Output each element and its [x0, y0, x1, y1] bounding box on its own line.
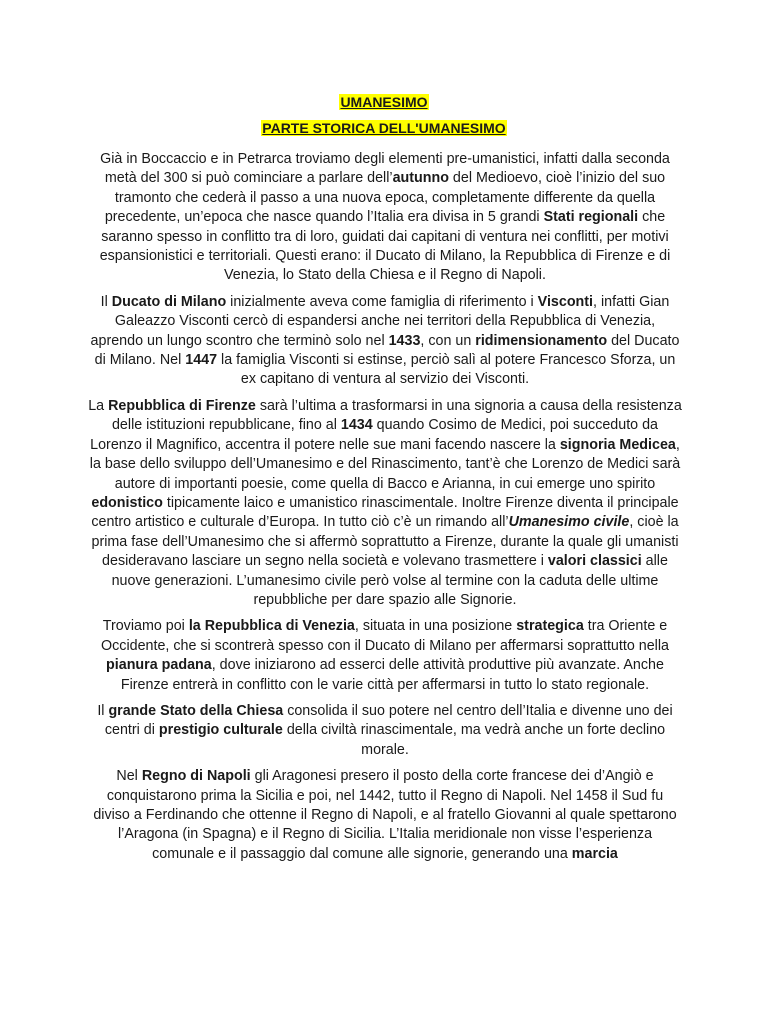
paragraph-text: , con un	[420, 332, 476, 349]
emphasis-text: strategica	[516, 618, 584, 635]
paragraph-text: , infatti Gian Galeazzo Visconti cercò di espandersi anche nei territori della Repubblica di Venezia, aprendo un lungo scontro che terminò solo nel	[90, 293, 670, 349]
paragraph	[88, 293, 682, 390]
emphasis-text: Visconti	[537, 293, 594, 310]
emphasis-text: Ducato di Milano	[111, 293, 227, 310]
paragraph-text: sarà l’ultima a trasformarsi in una signoria a causa della resistenza delle istituzioni repubblicane, fino al	[111, 397, 682, 434]
paragraph-text: inizialmente aveva come famiglia di riferimento i	[226, 293, 538, 310]
emphasis-text: valori classici	[547, 553, 642, 570]
subtitle-text: PARTE STORICA DELL'UMANESIMO	[262, 120, 506, 136]
emphasis-text: marcia	[571, 845, 618, 862]
emphasis-text: prestigio culturale	[158, 722, 283, 739]
paragraph-text: , cioè la prima fase dell’Umanesimo che si affermò soprattutto a Firenze, durante la quale gli umanisti desideravano lasciare un segno nella società e volevano trasmettere i	[91, 514, 679, 570]
emphasis-text: Umanesimo civile	[508, 514, 630, 531]
emphasis-text: edonistico	[91, 494, 163, 511]
emphasis-text: grande Stato della Chiesa	[108, 702, 284, 719]
paragraph	[88, 397, 682, 610]
emphasis-text: autunno	[392, 170, 449, 187]
paragraph-text: Già in Boccaccio e in Petrarca troviamo degli elementi pre-umanistici, infatti dalla seconda metà del 300 si può cominciare a parlare dell’	[100, 151, 670, 187]
document-title	[0, 93, 768, 111]
paragraph-text: della civiltà rinascimentale, ma vedrà anche un forte declino morale.	[282, 722, 666, 758]
paragraph-text: Il	[97, 702, 109, 719]
emphasis-text: Regno di Napoli	[141, 768, 251, 785]
paragraph	[88, 767, 682, 864]
paragraph-text: gli Aragonesi presero il posto della corte francese dei d’Angiò e conquistarono prima la Sicilia e poi, nel 1442, tutto il Regno di Napoli. Nel 1458 il Sud fu diviso a Ferdinando che ottenne il Regno di Napoli, e al fratello Giovanni al quale spettarono l’Aragona (in Spagna) e il Regno di Sicilia. L’Italia meridionale non visse l’esperienza comunale e il passaggio dal comune alle signorie, generando una	[93, 768, 677, 862]
emphasis-text: 1433	[388, 332, 421, 349]
paragraph-text: Troviamo poi	[102, 618, 189, 635]
paragraph-text: , situata in una posizione	[354, 618, 517, 635]
paragraph-text: alle nuove generazioni. L’umanesimo civile però volse al termine con la caduta delle ultime repubbliche per dare spazio alle Signorie.	[111, 553, 668, 608]
emphasis-text: la Repubblica di Venezia	[188, 618, 355, 635]
paragraph-text: consolida il suo potere nel centro dell’Italia e divenne uno dei centri di	[104, 702, 673, 739]
paragraph-text: Il	[100, 293, 112, 310]
paragraph	[88, 617, 682, 695]
paragraph-text: del Medioevo, cioè l’inizio del suo tramonto che cederà il passo a una nuova epoca, completamente differente da quella precedente, un’epoca che nasce quando l’Italia era divisa in 5 grandi	[104, 170, 666, 226]
document-subtitle	[0, 119, 768, 137]
title-text: UMANESIMO	[340, 94, 428, 110]
emphasis-text: pianura padana	[106, 657, 212, 674]
paragraph	[88, 150, 682, 286]
paragraph-text: del Ducato di Milano. Nel	[94, 332, 680, 369]
paragraph	[88, 702, 682, 760]
paragraph-text: quando Cosimo de Medici, poi succeduto da Lorenzo il Magnifico, accentra il potere nelle sue mani facendo nascere la	[90, 417, 659, 453]
paragraph-text: tra Oriente e Occidente, che si scontrerà spesso con il Ducato di Milano per affermarsi soprattutto nella	[101, 618, 669, 654]
paragraph-text: tipicamente laico e umanistico rinascimentale. Inoltre Firenze diventa il principale centro artistico e culturale d’Europa. In tutto ciò c’è un rimando all’	[91, 494, 679, 531]
emphasis-text: ridimensionamento	[475, 332, 608, 349]
emphasis-text: 1434	[340, 417, 373, 434]
paragraph-text: la famiglia Visconti si estinse, perciò salì al potere Francesco Sforza, un ex capitano di ventura al servizio dei Visconti.	[217, 352, 676, 388]
paragraph-text: , la base dello sviluppo dell’Umanesimo e del Rinascimento, tant’è che Lorenzo de Medici sarà autore di importanti poesie, come quella di Bacco e Arianna, in cui emerge uno spirito	[89, 436, 681, 492]
emphasis-text: signoria Medicea	[559, 436, 676, 453]
paragraph-text: Nel	[116, 768, 142, 785]
paragraph-text: , dove iniziarono ad esserci delle attività produttive più avanzate. Anche Firenze entrerà in conflitto con le varie città per affermarsi in tutto lo stato regionale.	[120, 657, 664, 693]
paragraph-text: La	[88, 397, 109, 414]
document-body	[88, 150, 682, 871]
emphasis-text: Repubblica di Firenze	[108, 397, 256, 414]
emphasis-text: 1447	[185, 352, 218, 369]
paragraph-text: che saranno spesso in conflitto tra di loro, guidati dai capitani di ventura nei conflitti, per motivi espansionistici e territoriali. Questi erano: il Ducato di Milano, la Repubblica di Firenze e di Venezia, lo Stato della Chiesa e il Regno di Napoli.	[99, 209, 671, 284]
document-headings	[0, 93, 768, 137]
emphasis-text: Stati regionali	[543, 209, 639, 226]
